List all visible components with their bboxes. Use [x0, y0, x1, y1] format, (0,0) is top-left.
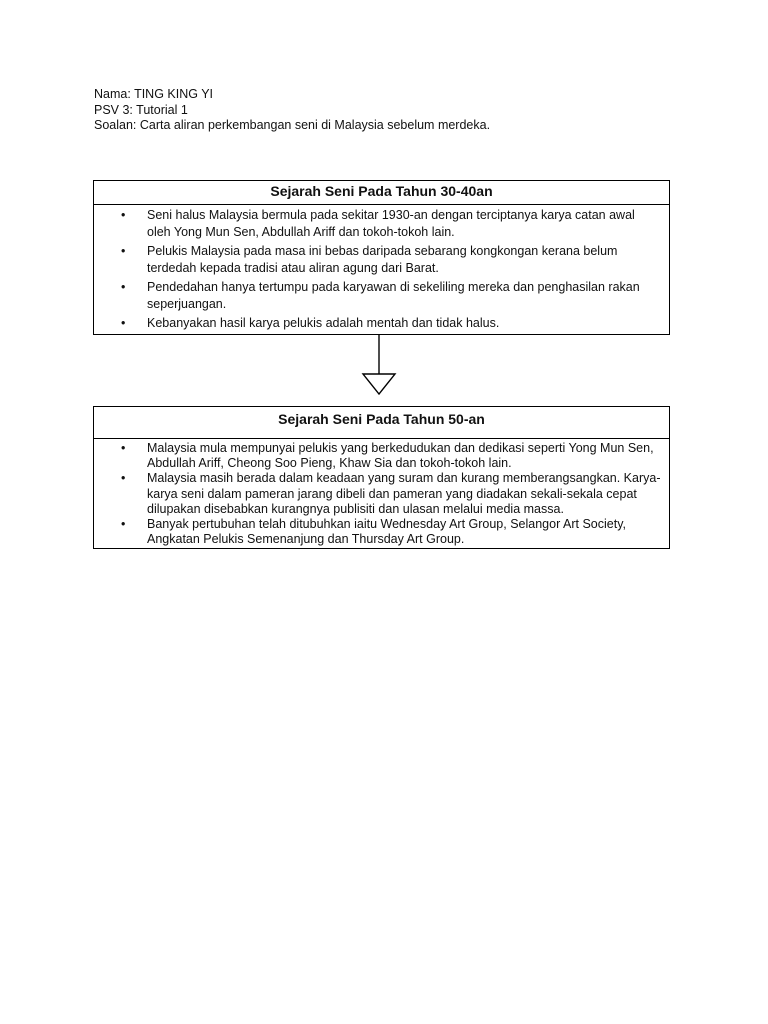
list-item-text: Malaysia masih berada dalam keadaan yang suram dan kurang memberangsangkan. Karya-karya seni dalam pameran jarang dibeli dan pameran yang diadakan sekali-sekala cepat dilupakan disebabkan kurangnya publisiti dan ulasan melalui media massa.: [147, 471, 661, 516]
bullet-icon: •: [121, 315, 126, 330]
bullet-icon: •: [121, 471, 126, 486]
box-title-30-40an: Sejarah Seni Pada Tahun 30-40an: [94, 181, 669, 205]
bullet-icon: •: [121, 243, 126, 258]
bullet-icon: •: [121, 517, 126, 532]
bullet-icon: •: [121, 208, 126, 222]
list-item: [94, 471, 661, 517]
list-item: [94, 315, 661, 332]
list-item: [94, 207, 661, 241]
list-item-text: Pelukis Malaysia pada masa ini bebas daripada sebarang kongkongan kerana belum terdedah kepada tradisi atau aliran agung dari Barat.: [147, 243, 618, 276]
list-item-text: Malaysia mula mempunyai pelukis yang berkedudukan dan dedikasi seperti Yong Mun Sen, Abdullah Ariff, Cheong Soo Pieng, Khaw Sia dan tokoh-tokoh lain.: [147, 441, 654, 471]
bullet-list-30-40an: [94, 205, 669, 334]
list-item: [94, 279, 661, 313]
list-item: [94, 441, 661, 471]
bullet-icon: •: [121, 279, 126, 294]
flowchart-box-30-40an: [93, 180, 670, 335]
course-line: PSV 3: Tutorial 1: [94, 102, 188, 117]
bullet-icon: •: [121, 441, 126, 455]
down-arrow-icon: [361, 335, 397, 397]
list-item: [94, 243, 661, 277]
question-line: Soalan: Carta aliran perkembangan seni di Malaysia sebelum merdeka.: [94, 118, 491, 132]
list-item-text: Banyak pertubuhan telah ditubuhkan iaitu Wednesday Art Group, Selangor Art Society, Angkatan Pelukis Semenanjung dan Thursday Art Group.: [147, 517, 627, 547]
document-header: [94, 87, 490, 134]
list-item-text: Pendedahan hanya tertumpu pada karyawan di sekeliling mereka dan penghasilan rakan seperjuangan.: [147, 279, 640, 312]
flowchart-box-50an: [93, 406, 670, 549]
bullet-list-50an: [94, 439, 669, 548]
list-item-text: Kebanyakan hasil karya pelukis adalah mentah dan tidak halus.: [147, 315, 500, 330]
box-title-50an: Sejarah Seni Pada Tahun 50-an: [94, 407, 669, 439]
list-item: [94, 517, 661, 547]
list-item-text: Seni halus Malaysia bermula pada sekitar 1930-an dengan terciptanya karya catan awal oleh Yong Mun Sen, Abdullah Ariff dan tokoh-tokoh lain.: [147, 208, 635, 240]
student-name-line: Nama: TING KING YI: [94, 87, 214, 101]
